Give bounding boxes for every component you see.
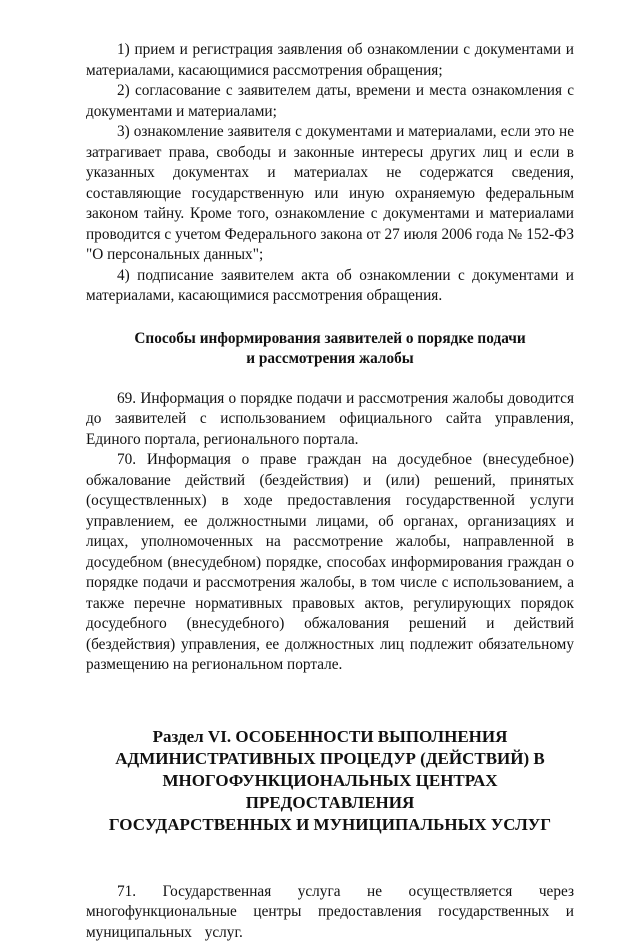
section-title-line-3: МНОГОФУНКЦИОНАЛЬНЫХ ЦЕНТРАХ ПРЕДОСТАВЛЕНИЯ bbox=[86, 770, 574, 814]
section-title-line-2: АДМИНИСТРАТИВНЫХ ПРОЦЕДУР (ДЕЙСТВИЙ) В bbox=[86, 748, 574, 770]
list-item-2: 2) согласование с заявителем даты, времени и места ознакомления с документами и материалами; bbox=[86, 81, 574, 122]
subsection-heading bbox=[86, 329, 574, 370]
section-title bbox=[86, 726, 574, 836]
paragraph-70: 70. Информация о праве граждан на досудебное (внесудебное) обжалование действий (бездействия) и (или) решений, принятых (осуществленных) в ходе предоставления государственной услуги управлением, ее должностными лицами, об органах, организациях и лицах, уполномоченных на рассмотрение жалобы, направленной в досудебном (внесудебном) порядке, способах информирования граждан о порядке подачи и рассмотрения жалобы, в том числе с использованием, а также перечне нормативных правовых актов, регулирующих порядок досудебного (внесудебного) обжалования решений и действий (бездействия) управления, ее должностных лиц подлежит обязательному размещению на региональном портале. bbox=[86, 450, 574, 676]
list-item-3: 3) ознакомление заявителя с документами и материалами, если это не затрагивает права, свободы и законные интересы других лиц и если в указанных документах и материалах не содержатся сведения, составляющие государственную или иную охраняемую федеральным законом тайну. Кроме того, ознакомление с документами и материалами проводится с учетом Федерального закона от 27 июля 2006 года № 152-ФЗ "О персональных данных"; bbox=[86, 122, 574, 266]
list-item-4: 4) подписание заявителем акта об ознакомлении с документами и материалами, касающимися рассмотрения обращения. bbox=[86, 266, 574, 307]
section-title-line-4: ГОСУДАРСТВЕННЫХ И МУНИЦИПАЛЬНЫХ УСЛУГ bbox=[86, 814, 574, 836]
paragraph-71: 71. Государственная услуга не осуществляется через многофункциональные центры предоставления государственных и муниципальных услуг. bbox=[86, 882, 574, 943]
subsection-heading-line-2: и рассмотрения жалобы bbox=[86, 349, 574, 370]
list-item-1: 1) прием и регистрация заявления об ознакомлении с документами и материалами, касающимися рассмотрения обращения; bbox=[86, 40, 574, 81]
document-page bbox=[86, 40, 574, 943]
subsection-heading-line-1: Способы информирования заявителей о порядке подачи bbox=[86, 329, 574, 350]
section-title-line-1: Раздел VI. ОСОБЕННОСТИ ВЫПОЛНЕНИЯ bbox=[86, 726, 574, 748]
paragraph-69: 69. Информация о порядке подачи и рассмотрения жалобы доводится до заявителей с использованием официального сайта управления, Единого портала, регионального портала. bbox=[86, 389, 574, 451]
